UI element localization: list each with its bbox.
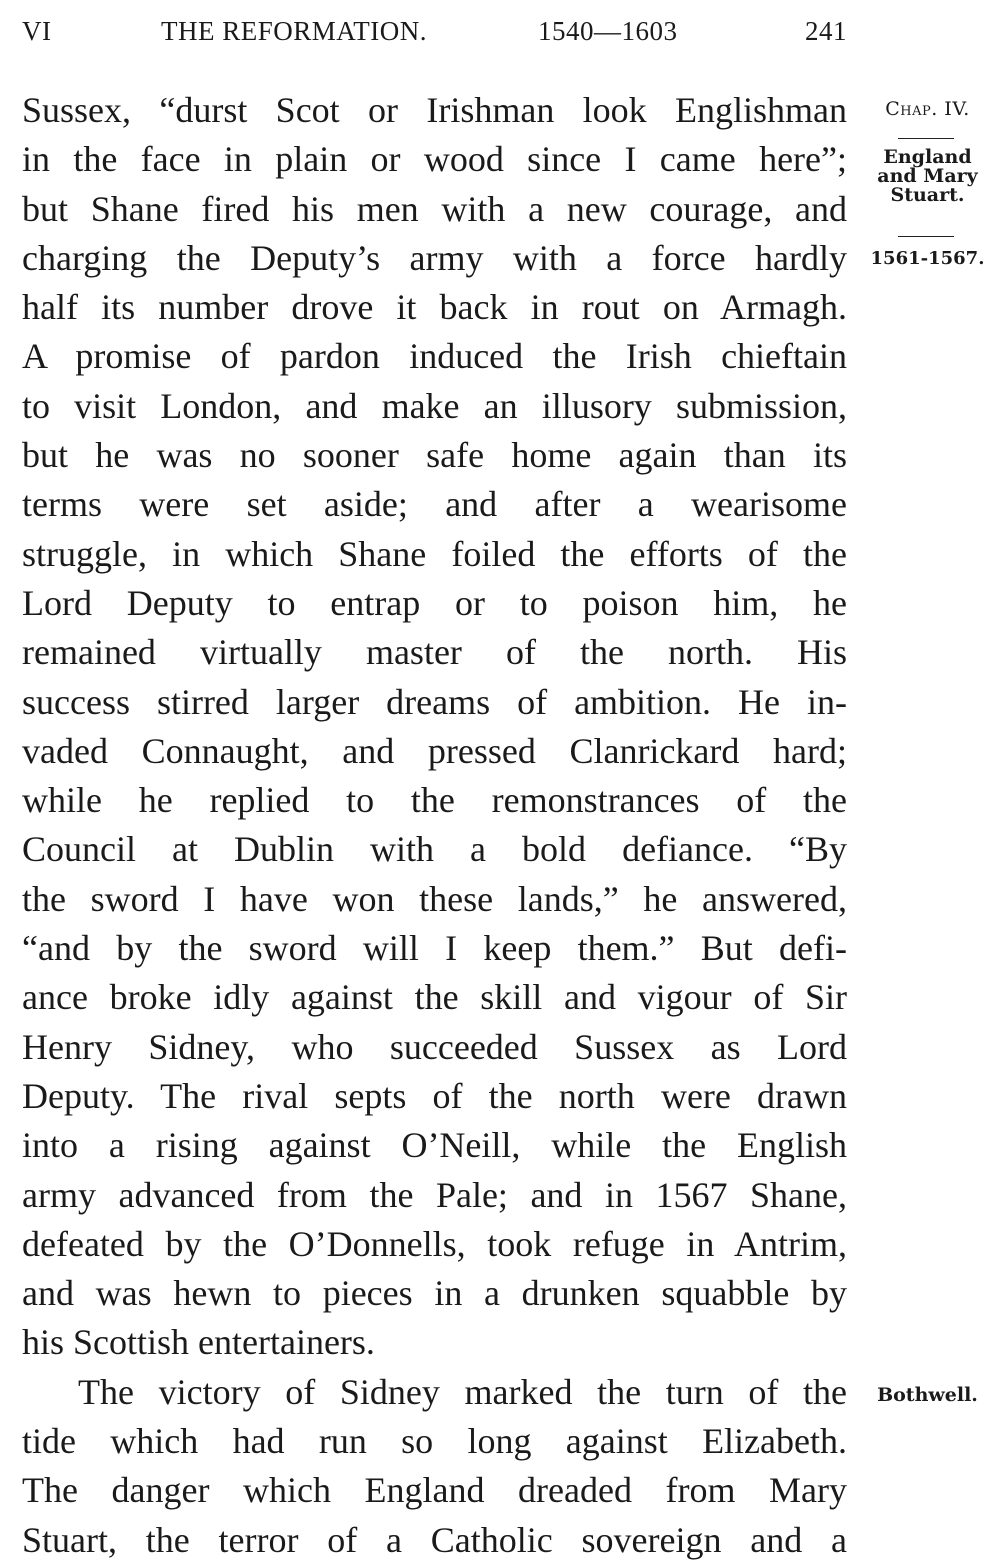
margin-topic-line: Stuart. — [890, 184, 965, 206]
text-line: and was hewn to pieces in a drunken squabble by — [22, 1273, 847, 1314]
margin-topic — [860, 148, 995, 205]
text-line: the sword I have won these lands,” he answered, — [22, 878, 847, 919]
text-line: terms were set aside; and after a wearisome — [22, 484, 847, 525]
text-line: tide which had run so long against Elizabeth. — [22, 1421, 847, 1462]
running-title: THE REFORMATION. — [161, 16, 428, 46]
book-section-number: VI — [22, 16, 52, 46]
page-number: 241 — [805, 16, 847, 46]
header-date-range: 1540—1603 — [538, 16, 678, 46]
text-line: vaded Connaught, and pressed Clanrickard hard; — [22, 730, 847, 771]
text-line: while he replied to the remonstrances of the — [22, 780, 847, 821]
text-line: army advanced from the Pale; and in 1567 Shane, — [22, 1174, 847, 1215]
text-line-paragraph-end: his Scottish entertainers. — [22, 1322, 375, 1363]
text-line: into a rising against O’Neill, while the English — [22, 1125, 847, 1166]
margin-dates: 1561-1567. — [870, 248, 985, 269]
margin-rule — [898, 138, 954, 139]
margin-topic-line: and Mary — [877, 165, 978, 187]
text-line: struggle, in which Shane foiled the efforts of the — [22, 533, 847, 574]
text-line: Deputy. The rival septs of the north were drawn — [22, 1075, 847, 1116]
text-line: in the face in plain or wood since I came here”; — [22, 139, 847, 180]
margin-chapter: Chap. IV. — [885, 98, 970, 120]
margin-side-topic: Bothwell. — [877, 1384, 978, 1406]
text-line: success stirred larger dreams of ambition. He in- — [22, 681, 847, 722]
text-line: Sussex, “durst Scot or Irishman look Englishman — [22, 90, 847, 130]
text-line: to visit London, and make an illusory submission, — [22, 385, 847, 426]
body-text — [22, 86, 847, 1565]
margin-topic-line: England — [883, 146, 972, 168]
text-line: defeated by the O’Donnells, took refuge in Antrim, — [22, 1223, 847, 1264]
text-line: Henry Sidney, who succeeded Sussex as Lord — [22, 1026, 847, 1067]
running-header — [22, 16, 847, 56]
text-line: The danger which England dreaded from Mary — [22, 1470, 847, 1511]
text-line: ance broke idly against the skill and vigour of Sir — [22, 977, 847, 1018]
text-line: Council at Dublin with a bold defiance. “By — [22, 829, 847, 870]
text-line: Stuart, the terror of a Catholic sovereign and a — [22, 1519, 847, 1560]
text-line: “and by the sword will I keep them.” But defi- — [22, 928, 847, 969]
text-line: but Shane fired his men with a new courage, and — [22, 188, 847, 229]
text-line: half its number drove it back in rout on Armagh. — [22, 287, 847, 328]
margin-rule — [898, 236, 954, 237]
text-line: charging the Deputy’s army with a force hardly — [22, 237, 847, 278]
text-line: remained virtually master of the north. His — [22, 632, 847, 673]
text-line: A promise of pardon induced the Irish chieftain — [22, 336, 847, 377]
text-line-paragraph-start: The victory of Sidney marked the turn of the — [78, 1371, 847, 1412]
text-line: Lord Deputy to entrap or to poison him, he — [22, 582, 847, 623]
text-line: but he was no sooner safe home again than its — [22, 435, 847, 476]
